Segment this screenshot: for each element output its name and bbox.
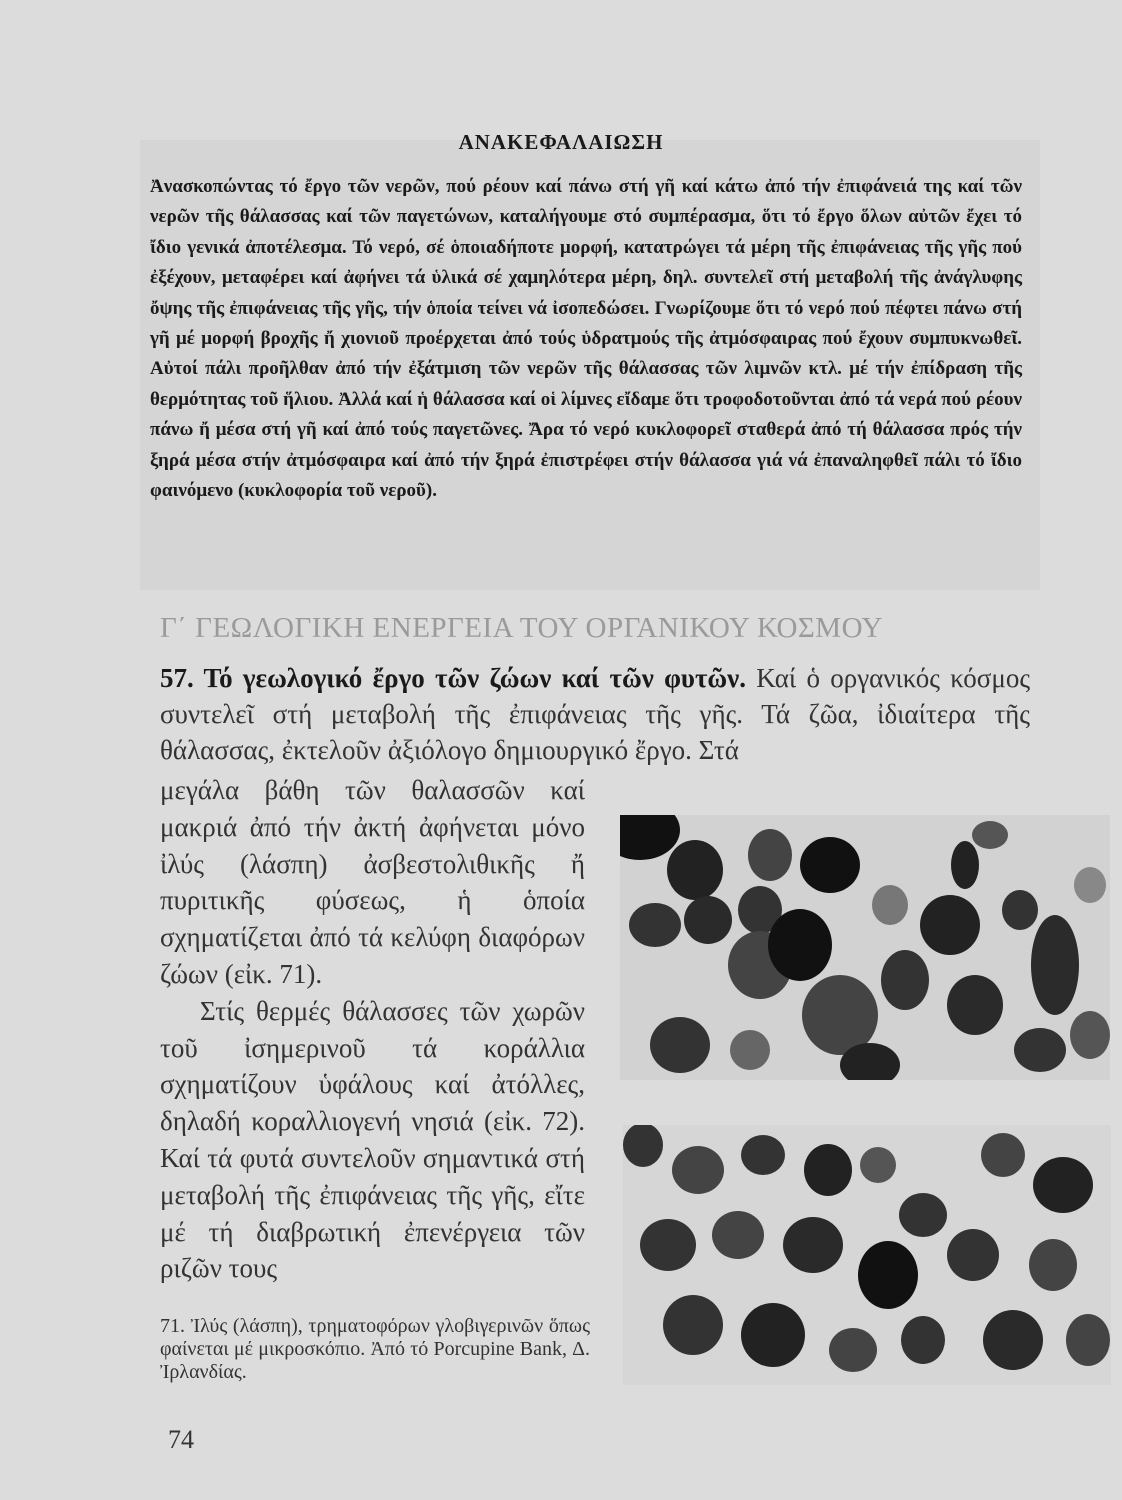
section-title: Γ΄ ΓΕΩΛΟΓΙΚΗ ΕΝΕΡΓΕΙΑ ΤΟΥ ΟΡΓΑΝΙΚΟΥ ΚΟΣΜΟΥ: [160, 612, 884, 644]
summary-heading: ΑΝΑΚΕΦΑΛΑΙΩΣΗ: [458, 130, 664, 154]
micrograph-2-graphic: [623, 1125, 1111, 1385]
column-paragraph-1: μεγάλα βάθη τῶν θαλασσῶν καί μακριά ἀπό τήν ἀκτή ἀφήνεται μόνο ἰλύς (λάσπη) ἀσβεστολιθικῆς ἤ πυριτικῆς φύσεως, ἡ ὁποία σχηματίζεται ἀπό τά κελύφη διαφόρων ζώων (εἰκ. 71).: [160, 775, 585, 989]
summary-text: Ἀνασκοπώντας τό ἔργο τῶν νερῶν, πού ρέουν καί πάνω στή γῆ καί κάτω ἀπό τήν ἐπιφάνειά της καί τῶν νερῶν τῆς θάλασσας καί τῶν παγετώνων, καταλήγουμε στό συμπέρασμα, ὅτι τό ἔργο ὅλων αὐτῶν ἔχει τό ἴδιο γενικά ἀποτέλεσμα. Τό νερό, σέ ὁποιαδήποτε μορφή, κατατρώγει τά μέρη τῆς ἐπιφάνειας τῆς γῆς πού ἐξέχουν, μεταφέρει καί ἀφήνει τά ὑλικά σέ χαμηλότερα μέρη, δηλ. συντελεῖ στή μεταβολή τῆς ἀνάγλυφης ὄψης τῆς ἐπιφάνειας τῆς γῆς, τήν ὁποία τείνει νά ἰσοπεδώσει. Γνωρίζουμε ὅτι τό νερό πού πέφτει πάνω στή γῆ μέ μορφή βροχῆς ἤ χιονιοῦ προέρχεται ἀπό τούς ὑδρατμούς τῆς ἀτμόσφαιρας πού ἔχουν συμπυκνωθεῖ. Αὐτοί πάλι προῆλθαν ἀπό τήν ἐξάτμιση τῶν νερῶν τῆς θάλασσας τῶν λιμνῶν κτλ. μέ τήν ἐπίδραση τῆς θερμότητας τοῦ ἥλιου. Ἀλλά καί ἡ θάλασσα καί οἱ λίμνες εἴδαμε ὅτι τροφοδοτοῦνται ἀπό τά νερά πού ρέουν πάνω ἤ μέσα στή γῆ καί ἀπό τούς παγετῶνες. Ἄρα τό νερό κυκλοφορεῖ σταθερά ἀπό τή θάλασσα πρός τήν ξηρά μέσα στήν ἀτμόσφαιρα καί ἀπό τήν ξηρά ἐπιστρέφει στήν θάλασσα γιά νά ἐπαναληφθεῖ πάλι τό ἴδιο φαινόμενο (κυκλοφορία τοῦ νεροῦ).: [150, 176, 1022, 502]
paragraph-text: Καί ὁ οργανικός κόσμος συντελεῖ στή μεταβολή τῆς ἐπιφάνειας τῆς γῆς. Τά ζῶα, ἰδιαίτερα τῆς θάλασσας, ἐκτελοῦν ἀξιόλογο δημιουργικό ἔργο. Στά: [160, 663, 1031, 765]
text-column: [160, 772, 585, 1287]
paragraph-lead: 57. Τό γεωλογικό ἔργο τῶν ζώων καί τῶν φυτῶν.: [160, 663, 746, 693]
figure-72-micrograph: [623, 1125, 1111, 1385]
micrograph-1-graphic: [620, 815, 1110, 1080]
figure-caption: 71. Ἰλύς (λάσπη), τρηματοφόρων γλοβιγερινῶν ὅπως φαίνεται μέ μικροσκόπιο. Ἀπό τό Porcupine Bank, Δ. Ἰρλανδίας.: [160, 1315, 590, 1383]
page-number: 74: [168, 1425, 194, 1454]
column-paragraph-2: Στίς θερμές θάλασσες τῶν χωρῶν τοῦ ἰσημερινοῦ τά κοράλλια σχηματίζουν ὑφάλους καί ἀτόλλες, δηλαδή κοραλλιογενή νησιά (εἰκ. 72). Καί τά φυτά συντελοῦν σημαντικά στή μεταβολή τῆς ἐπιφάνειας τῆς γῆς, εἴτε μέ τή διαβρωτική ἐπενέργεια τῶν ριζῶν τους: [160, 995, 585, 1284]
figure-71-micrograph: [620, 815, 1110, 1080]
section-paragraph: [160, 660, 1030, 768]
